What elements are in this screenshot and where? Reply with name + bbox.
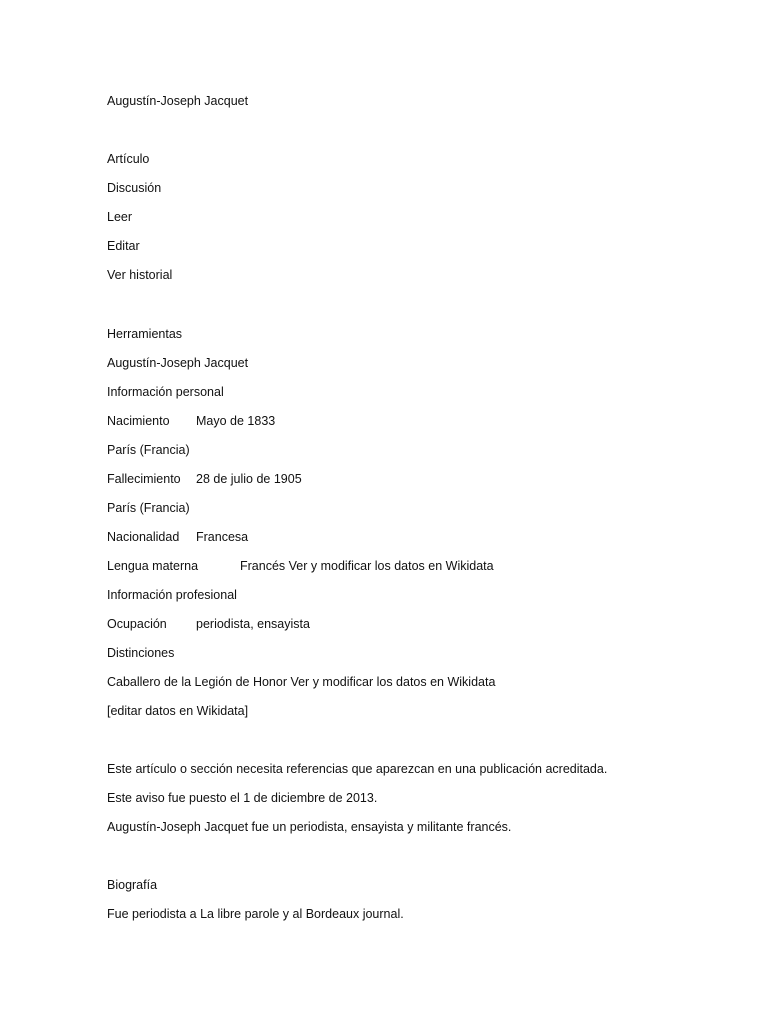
nacimiento-label: Nacimiento: [107, 414, 170, 428]
nacimiento-place: París (Francia): [107, 443, 190, 457]
infobox-profesional-heading: Información profesional: [107, 588, 237, 602]
infobox-row-ocupacion: [107, 616, 310, 632]
tab-leer[interactable]: Leer: [107, 210, 133, 224]
nacimiento-value: Mayo de 1833: [196, 414, 276, 428]
nacionalidad-label: Nacionalidad: [107, 530, 180, 544]
tab-ver-historial[interactable]: Ver historial: [107, 268, 173, 282]
lengua-value: Francés Ver y modificar los datos en Wikidata: [240, 559, 494, 573]
edit-wikidata-link[interactable]: [editar datos en Wikidata]: [107, 704, 249, 718]
tab-discusion[interactable]: Discusión: [107, 181, 162, 195]
ocupacion-value: periodista, ensayista: [196, 617, 310, 631]
distinciones-value: Caballero de la Legión de Honor Ver y modificar los datos en Wikidata: [107, 675, 496, 689]
lengua-label: Lengua materna: [107, 559, 199, 573]
notice-line-2: Este aviso fue puesto el 1 de diciembre de 2013.: [107, 791, 378, 805]
nacionalidad-value: Francesa: [196, 530, 249, 544]
infobox-row-nacimiento: [107, 413, 275, 429]
ocupacion-label: Ocupación: [107, 617, 167, 631]
biografia-heading: Biografía: [107, 878, 158, 892]
infobox-row-lengua: [107, 558, 494, 574]
page-title: Augustín-Joseph Jacquet: [107, 94, 249, 108]
tab-articulo[interactable]: Artículo: [107, 152, 150, 166]
infobox-name: Augustín-Joseph Jacquet: [107, 356, 249, 370]
fallecimiento-value: 28 de julio de 1905: [196, 472, 302, 486]
fallecimiento-place: París (Francia): [107, 501, 190, 515]
intro-paragraph: Augustín-Joseph Jacquet fue un periodista, ensayista y militante francés.: [107, 820, 512, 834]
infobox-row-nacionalidad: [107, 529, 248, 545]
herramientas-menu[interactable]: Herramientas: [107, 327, 183, 341]
fallecimiento-label: Fallecimiento: [107, 472, 181, 486]
infobox-personal-heading: Información personal: [107, 385, 224, 399]
biografia-paragraph: Fue periodista a La libre parole y al Bordeaux journal.: [107, 907, 404, 921]
notice-line-1: Este artículo o sección necesita referencias que aparezcan en una publicación acreditada.: [107, 762, 608, 776]
infobox-row-fallecimiento: [107, 471, 302, 487]
distinciones-label: Distinciones: [107, 646, 175, 660]
tab-editar[interactable]: Editar: [107, 239, 140, 253]
